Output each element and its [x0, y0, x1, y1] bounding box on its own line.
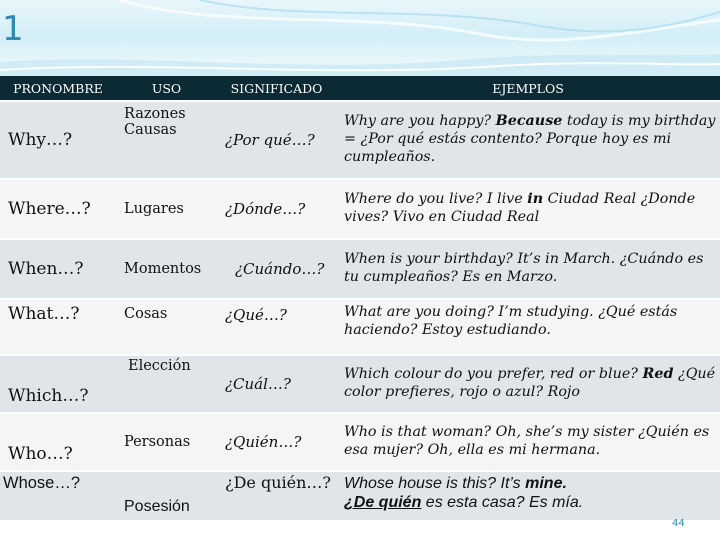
- header-pronombre: PRONOMBRE: [0, 76, 116, 101]
- pronoun-cell: When…?: [0, 239, 116, 299]
- uso-cell: Elección: [116, 355, 217, 413]
- significado-cell: ¿Qué…?: [217, 299, 336, 355]
- example-text: Why are you happy?: [344, 113, 496, 130]
- example-cell: Who is that woman? Oh, she’s my sister ¿Quién es esa mujer? Oh, ella es mi hermana.: [336, 413, 720, 471]
- uso-cell: Cosas: [116, 299, 217, 355]
- page-number: 44: [672, 518, 685, 529]
- uso-cell: Personas: [116, 413, 217, 471]
- significado-cell: ¿Cuándo…?: [217, 239, 336, 299]
- example-cell: When is your birthday? It’s in March. ¿Cuándo es tu cumpleaños? Es en Marzo.: [336, 239, 720, 299]
- example-line-2: [344, 493, 720, 512]
- example-cell: [336, 355, 720, 413]
- pronoun-cell: What…?: [0, 299, 116, 355]
- table-row-whose: [0, 471, 720, 521]
- slide-header: [0, 0, 720, 78]
- uso-cell: Lugares: [116, 179, 217, 239]
- pronoun-cell: Where…?: [0, 179, 116, 239]
- significado-cell: ¿Cuál…?: [217, 355, 336, 413]
- example-text: es esta casa? Es mía.: [421, 494, 584, 512]
- table-row-who: [0, 413, 720, 471]
- header-wave-graphic: [0, 0, 720, 78]
- example-bold-text: in: [527, 191, 544, 208]
- header-uso: USO: [116, 76, 217, 101]
- example-cell: [336, 179, 720, 239]
- slide-number: 1: [2, 9, 24, 49]
- uso-cell: Posesión: [116, 471, 217, 521]
- example-cell: [336, 471, 720, 521]
- table-row-where: [0, 179, 720, 239]
- table-row-what: [0, 299, 720, 355]
- pronoun-cell: Which…?: [0, 355, 116, 413]
- significado-cell: ¿Quién…?: [217, 413, 336, 471]
- table-row-why: [0, 101, 720, 179]
- example-line-1: [344, 474, 720, 493]
- table-row-when: [0, 239, 720, 299]
- example-text: ¿Qué color prefieres, rojo o azul? Rojo: [344, 366, 716, 400]
- example-text: Ciudad Real ¿Donde vives? Vivo en Ciudad Real: [344, 191, 696, 225]
- pronoun-cell: Who…?: [0, 413, 116, 471]
- example-bold-text: mine.: [525, 475, 567, 492]
- pronoun-cell: Why…?: [0, 101, 116, 179]
- table-row-which: [0, 355, 720, 413]
- uso-cell: Momentos: [116, 239, 217, 299]
- significado-cell: ¿Dónde…?: [217, 179, 336, 239]
- significado-cell: ¿Por qué…?: [217, 101, 336, 179]
- example-cell: What are you doing? I’m studying. ¿Qué estás haciendo? Estoy estudiando.: [336, 299, 720, 355]
- header-significado: SIGNIFICADO: [217, 76, 336, 101]
- example-cell: [336, 101, 720, 179]
- example-text: today is my birthday = ¿Por qué estás contento? Porque hoy es mi cumpleaños.: [344, 113, 716, 165]
- wh-questions-table: [0, 76, 720, 522]
- pronoun-cell: Whose…?: [0, 471, 116, 521]
- example-bold-text: Red: [642, 366, 674, 383]
- uso-cell: Razones Causas: [116, 101, 217, 179]
- table-header-row: [0, 76, 720, 101]
- example-bold-text: Because: [495, 113, 563, 130]
- example-text: Which colour do you prefer, red or blue?: [344, 366, 643, 383]
- example-text: Whose house is this? It’s: [344, 475, 526, 492]
- header-ejemplos: EJEMPLOS: [336, 76, 720, 101]
- significado-cell: ¿De quién…?: [217, 471, 336, 521]
- example-bold-text: ¿De quién: [344, 494, 422, 512]
- example-text: Where do you live? I live: [344, 191, 528, 208]
